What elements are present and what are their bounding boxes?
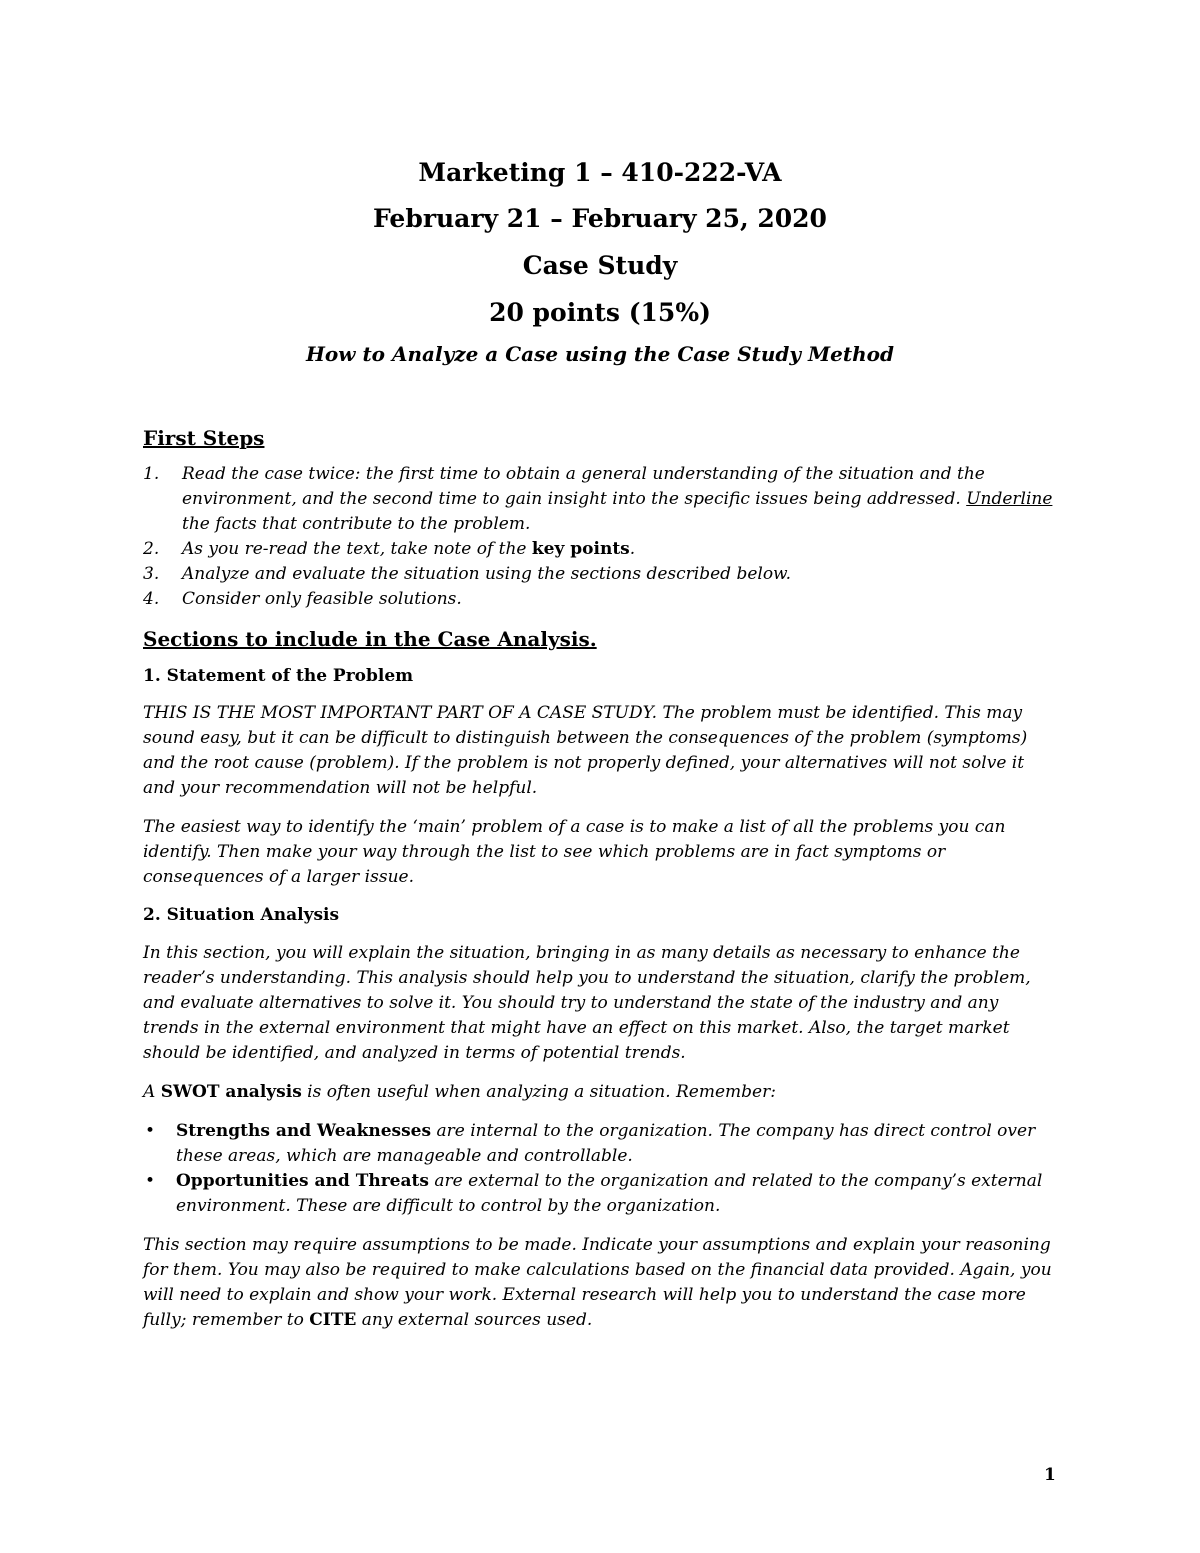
list-item (143, 1169, 1058, 1219)
list-number: 2. (143, 539, 160, 559)
problem-paragraph: The easiest way to identify the ‘main’ problem of a case is to make a list of all the problems you can identify. Then make your way through the list to see which problems are in fact symptoms or consequences of a larger issue. (143, 817, 1006, 887)
step-text: the facts that contribute to the problem. (182, 514, 531, 534)
problem-paragraph: THIS IS THE MOST IMPORTANT PART OF A CASE STUDY. The problem must be identified. This may sound easy, but it can be difficult to distinguish between the consequences of the problem (symptoms) and the root cause (problem). If the problem is not properly defined, your alternatives will not solve it and your recommendation will not be helpful. (143, 703, 1028, 798)
step-text: Analyze and evaluate the situation using the sections described below. (182, 564, 791, 584)
bullet-icon: • (145, 1171, 156, 1191)
list-item (143, 562, 1058, 587)
swot-intro-text: A (143, 1082, 161, 1102)
page-number: 1 (1044, 1465, 1056, 1485)
swot-intro (143, 1080, 1058, 1105)
date-range: February 21 – February 25, 2020 (373, 204, 827, 233)
first-steps-heading: First Steps (143, 426, 265, 450)
bullet-icon: • (145, 1121, 156, 1141)
situation-heading: 2. Situation Analysis (143, 905, 340, 925)
list-item (143, 587, 1058, 612)
first-steps-list (143, 462, 1058, 612)
situation-paragraph: In this section, you will explain the situation, bringing in as many details as necessary to enhance the reader’s understanding. This analysis should help you to understand the situation, clarify the problem, and evaluate alternatives to solve it. You should try to understand the state of the industry and any trends in the external environment that might have an effect on this market. Also, the target market should be identified, and analyzed in terms of potential trends. (143, 943, 1031, 1063)
list-number: 1. (143, 464, 160, 484)
bullet-bold-text: Strengths and Weaknesses (176, 1121, 432, 1141)
step-text: Read the case twice: the first time to obtain a general understanding of the situation and the environment, and the second time to gain insight into the specific issues being addressed. (182, 464, 985, 509)
cite-bold-text: CITE (309, 1310, 357, 1330)
document-body (143, 425, 1058, 1333)
document-subtitle: How to Analyze a Case using the Case Study Method (306, 342, 894, 366)
swot-bold-text: SWOT analysis (160, 1082, 302, 1102)
assumptions-paragraph (143, 1233, 1058, 1333)
bullet-text: are internal to the organization. The company has direct control over these areas, which are manageable and controllable. (176, 1121, 1036, 1166)
sections-heading: Sections to include in the Case Analysis. (143, 627, 597, 651)
assumptions-text: any external sources used. (356, 1310, 593, 1330)
step-bold-text: key points (531, 539, 630, 559)
step-text: Consider only feasible solutions. (182, 589, 462, 609)
list-number: 3. (143, 564, 160, 584)
list-item (143, 462, 1058, 537)
assumptions-text: This section may require assumptions to be made. Indicate your assumptions and explain your reasoning for them. You may also be required to make calculations based on the financial data provided. Again, you will need to explain and show your work. External research will help you to understand the case more fully; remember to (143, 1235, 1052, 1330)
bullet-bold-text: Opportunities and Threats (176, 1171, 429, 1191)
course-title: Marketing 1 – 410-222-VA (418, 158, 782, 187)
problem-heading: 1. Statement of the Problem (143, 666, 414, 686)
list-item (143, 1119, 1058, 1169)
points-line: 20 points (15%) (489, 298, 711, 327)
bullet-text: are external to the organization and related to the company’s external environment. These are difficult to control by the organization. (176, 1171, 1043, 1216)
step-underlined-word: Underline (966, 489, 1053, 509)
swot-list (143, 1119, 1058, 1219)
assignment-title: Case Study (522, 251, 678, 280)
step-text: As you re-read the text, take note of the (182, 539, 532, 559)
list-number: 4. (143, 589, 160, 609)
step-text: . (629, 539, 636, 559)
swot-intro-text: is often useful when analyzing a situation. Remember: (301, 1082, 776, 1102)
list-item (143, 537, 1058, 562)
